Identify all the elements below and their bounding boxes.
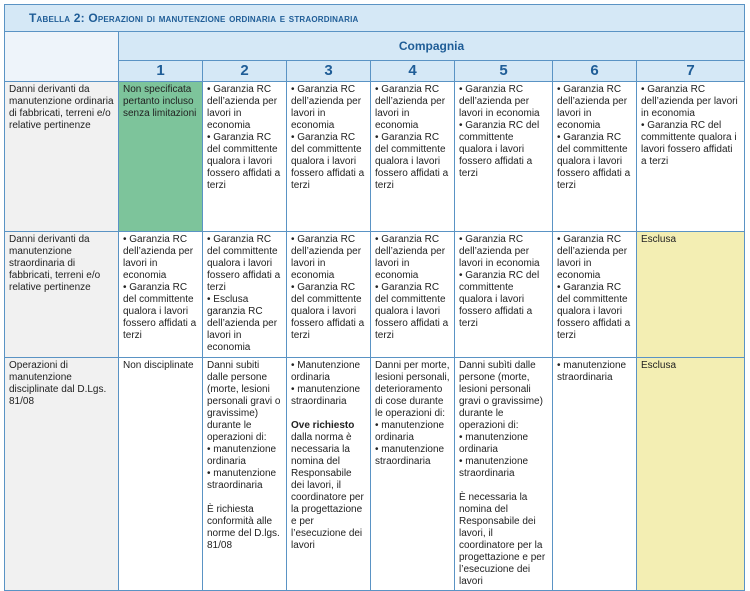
company-header-1: 1 xyxy=(119,61,203,82)
cell-ordinaria-c2 xyxy=(203,82,287,232)
company-header-7: 7 xyxy=(637,61,745,82)
list-item: • Garanzia RC del committente qualora i lavori fossero affidati a terzi xyxy=(641,120,737,167)
cell-straordinaria-c4 xyxy=(371,232,455,358)
cell-bold-lead: Ove richiesto xyxy=(291,420,355,431)
cell-ordinaria-c7 xyxy=(637,82,745,232)
list-item: • manutenzione ordinaria xyxy=(375,420,445,443)
list-item: • Garanzia RC del committente qualora i lavori fossero affidati a terzi xyxy=(375,132,449,191)
cell-ordinaria-c3 xyxy=(287,82,371,232)
list-item: • Garanzia RC dell’azienda per lavori in economia xyxy=(375,234,446,281)
cell-straordinaria-c6 xyxy=(553,232,637,358)
list-item: • Esclusa garanzia RC dell’azienda per lavori in economia xyxy=(207,294,278,353)
list-item: • manutenzione straordinaria xyxy=(207,468,277,491)
cell-ordinaria-c6 xyxy=(553,82,637,232)
list-item: • Garanzia RC dell’azienda per lavori in economia xyxy=(291,84,362,131)
company-header-4: 4 xyxy=(371,61,455,82)
maintenance-table xyxy=(4,4,745,591)
list-item: • Garanzia RC dell’azienda per lavori in economia xyxy=(459,84,540,119)
list-item: • Garanzia RC del committente qualora i lavori fossero affidati a terzi xyxy=(459,120,540,179)
list-item: • manutenzione straordinaria xyxy=(557,360,627,383)
cell-dlgs-c1: Non disciplinate xyxy=(119,358,203,591)
corner-cell xyxy=(5,32,119,82)
list-item: • Garanzia RC del committente qualora i lavori fossero affidati a terzi xyxy=(207,132,281,191)
cell-ordinaria-c4 xyxy=(371,82,455,232)
cell-straordinaria-c5 xyxy=(455,232,553,358)
table-title xyxy=(5,5,745,32)
cell-intro: Danni per morte, lesioni personali, deterioramento di cose durante le operazioni di: xyxy=(375,360,450,419)
list-item: • Garanzia RC dell’azienda per lavori in economia xyxy=(641,84,738,119)
row-header-ordinaria: Danni derivanti da manutenzione ordinaria di fabbricati, terreni e/o relative pertinenze xyxy=(5,82,119,232)
cell-ordinaria-c5 xyxy=(455,82,553,232)
cell-dlgs-c3 xyxy=(287,358,371,591)
cell-dlgs-c4 xyxy=(371,358,455,591)
list-item: • Garanzia RC del committente qualora i lavori fossero affidati a terzi xyxy=(557,132,631,191)
list-item: • manutenzione straordinaria xyxy=(375,444,445,467)
cell-outro-text: dalla norma è necessaria la nomina del Responsabile dei lavori, il coordinatore per la progettazione e per l’esecuzione dei lavori xyxy=(291,432,364,551)
table-row xyxy=(5,358,745,591)
table-row xyxy=(5,82,745,232)
cell-dlgs-c6 xyxy=(553,358,637,591)
company-header-3: 3 xyxy=(287,61,371,82)
list-item: • Garanzia RC del committente qualora i lavori fossero affidati a terzi xyxy=(207,234,281,293)
cell-outro xyxy=(291,420,366,552)
row-header-dlgs: Operazioni di manutenzione disciplinate dal D.Lgs. 81/08 xyxy=(5,358,119,591)
cell-intro: Danni subìti dalle persone (morte, lesioni personali gravi o gravissime) durante le operazioni di: xyxy=(459,360,543,431)
company-header-2: 2 xyxy=(203,61,287,82)
cell-dlgs-c2 xyxy=(203,358,287,591)
table-frame xyxy=(4,4,744,587)
list-item: • Manutenzione ordinaria xyxy=(291,360,361,383)
list-item: • manutenzione ordinaria xyxy=(207,444,277,467)
list-item: • Garanzia RC dell’azienda per lavori in economia xyxy=(459,234,540,269)
cell-straordinaria-c3 xyxy=(287,232,371,358)
list-item: • Garanzia RC dell’azienda per lavori in economia xyxy=(557,234,628,281)
table-row xyxy=(5,232,745,358)
list-item: • Garanzia RC dell’azienda per lavori in economia xyxy=(291,234,362,281)
list-item: • manutenzione straordinaria xyxy=(459,456,529,479)
cell-outro: È necessaria la nomina del Responsabile dei lavori, il coordinatore per la progettazione e per l’esecuzione dei lavori xyxy=(459,492,546,587)
cell-outro: È richiesta conformità alle norme del D.lgs. 81/08 xyxy=(207,504,280,551)
row-header-straordinaria: Danni derivanti da manutenzione straordinaria di fabbricati, terreni e/o relative pertinenze xyxy=(5,232,119,358)
cell-straordinaria-c7: Esclusa xyxy=(637,232,745,358)
cell-straordinaria-c2 xyxy=(203,232,287,358)
table-title-prefix: Tabella 2: xyxy=(29,11,85,25)
list-item: • Garanzia RC dell’azienda per lavori in economia xyxy=(123,234,194,281)
list-item: • Garanzia RC del committente qualora i lavori fossero affidati a terzi xyxy=(459,270,540,329)
list-item: • Garanzia RC del committente qualora i lavori fossero affidati a terzi xyxy=(291,132,365,191)
company-header-6: 6 xyxy=(553,61,637,82)
list-item: • Garanzia RC del committente qualora i lavori fossero affidati a terzi xyxy=(123,282,197,341)
list-item: • manutenzione ordinaria xyxy=(459,432,529,455)
cell-intro: Danni subiti dalle persone (morte, lesioni personali gravi o gravissime) durante le operazioni di: xyxy=(207,360,281,443)
list-item: • Garanzia RC del committente qualora i lavori fossero affidati a terzi xyxy=(557,282,631,341)
list-item: • Garanzia RC del committente qualora i lavori fossero affidati a terzi xyxy=(291,282,365,341)
list-item: • manutenzione straordinaria xyxy=(291,384,361,407)
list-item: • Garanzia RC del committente qualora i lavori fossero affidati a terzi xyxy=(375,282,449,341)
cell-straordinaria-c1 xyxy=(119,232,203,358)
company-group-header: Compagnia xyxy=(119,32,745,61)
cell-ordinaria-c1: Non specificata pertanto incluso senza limitazioni xyxy=(119,82,203,232)
list-item: • Garanzia RC dell’azienda per lavori in economia xyxy=(207,84,278,131)
list-item: • Garanzia RC dell’azienda per lavori in economia xyxy=(375,84,446,131)
cell-dlgs-c7: Esclusa xyxy=(637,358,745,591)
company-header-5: 5 xyxy=(455,61,553,82)
cell-dlgs-c5 xyxy=(455,358,553,591)
list-item: • Garanzia RC dell’azienda per lavori in economia xyxy=(557,84,628,131)
table-title-text: Operazioni di manutenzione ordinaria e straordinaria xyxy=(88,11,359,25)
